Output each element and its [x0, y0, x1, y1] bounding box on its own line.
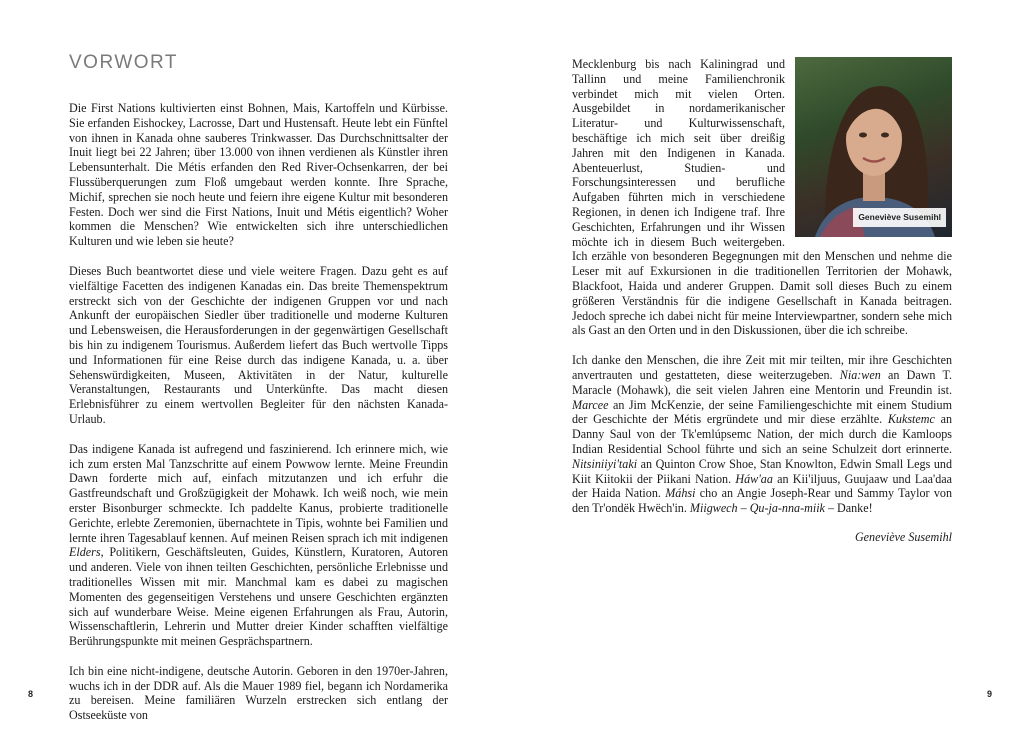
italic-term: Elders	[69, 545, 101, 560]
foreword-text	[69, 101, 448, 738]
italic-term: Nitsiniiyi'taki	[572, 456, 638, 471]
italic-term: Máhsi	[665, 486, 696, 501]
text-span: an Quinton Crow Shoe, Stan Knowlton, Edwin Small Legs und Kiit Kiitokii der Piikani Nation.	[572, 456, 952, 486]
text-span: an Kii'iljuus, Guujaaw und Laa'daa der Haida Nation.	[572, 471, 952, 501]
paragraph: Dieses Buch beantwortet diese und viele weitere Fragen. Dazu geht es auf vielfältige Facetten des indigenen Kanadas ein. Das breite Themenspektrum erstreckt sich von der Geschichte der indigenen Gruppen vor und nach Ankunft der europäischen Siedler über traditionelle und moderne Kulturen und Lebensweisen, die Herausforderungen in der gegenwärtigen Gesellschaft bis hin zu indigenem Tourismus. Außerdem liefert das Buch wertvolle Tipps und Informationen für eine Reise durch das indigene Kanada, u. a. über Sehenswürdigkeiten, Museen, Aktivitäten in der Natur, kulturelle Veranstaltungen, Restaurants und Unterkünfte. Das macht diesen Erlebnisführer zu einem wertvollen Begleiter für den nächsten Kanada-Urlaub.	[69, 263, 448, 426]
paragraph	[69, 442, 448, 649]
author-signature: Geneviève Susemihl	[854, 529, 952, 544]
italic-term: Kukstemc	[887, 412, 935, 427]
text-span: , Politikern, Geschäftsleuten, Guides, Künstlern, Kuratoren, Autoren und anderen. Viele von ihnen teilten Geschichten, persönliche Erlebnisse und traditionelles Wissen mit mir. Manchmal kam es dabei zu magischen Momenten des gegenseitigen Verstehens und unsere Geschichten ergänzten sich auf wunderbare Weise. Meine eigenen Erfahrungen als Frau, Autorin, Wissenschaftlerin, Lehrerin und Mutter dreier Kinder schafften vielfältige Berührungspunkte mit meinen Gesprächspartnern.	[69, 545, 448, 649]
page-heading: VORWORT	[69, 52, 179, 73]
text-span: – Danke!	[824, 501, 873, 516]
page-number: 8	[28, 689, 34, 699]
paragraph: Mecklenburg bis nach Kaliningrad und Tallinn und meine Familienchronik verbindet mich mit vielen Orten. Ausgebildet in nordamerikanischer Literatur- und Kulturwissenschaft, beschäftige ich mich seit über dreißig Jahren mit den Indigenen in Kanada. Abenteuerlust, Studien- und Forschungsinteressen und berufliche Aufgaben führten mich in verschiedene Regionen, in denen ich Indigene traf. Ihre Geschichten, Erfahrungen und ihr Wissen möchte ich in diesem Buch weitergeben. Ich erzähle von besonderen Begegnungen mit den Menschen und nehme die Leser mit auf Exkursionen in die traditionellen Territorien der Mohawk, Blackfoot, Haida und anderer Gruppen. Damit soll dieses Buch zu einem größeren Verständnis für die indigene Gesellschaft in Kanada beitragen. Jedoch spreche ich dabei nicht für meine Interviewpartner, sondern sehe mich als Gast an den Orten und in den Diskussionen, über die ich schreibe.	[572, 57, 952, 338]
paragraph: Die First Nations kultivierten einst Bohnen, Mais, Kartoffeln und Kürbisse. Sie erfanden Eishockey, Lacrosse, Dart und Hustensaft. Heute lebt ein Fünftel von ihnen in Kanada ohne sauberes Trinkwasser. Das Durchschnittsalter der Inuit liegt bei 22 Jahren; über 13.000 von ihnen verdienen als Künstler ihren Lebensunterhalt. Die Métis erfanden den Red River-Ochsenkarren, der bei Flussüberquerungen zum Floß umgebaut werden konnte. Ihre Sprache, Michif, sprechen sie noch heute und feiern ihre eigene Kultur mit besonderen Festen. Doch wer sind die First Nations, Inuit und Métis eigentlich? Woher kommen die Menschen? Wie entwickelten sich ihre unterschiedlichen Kulturen und wie leben sie heute?	[69, 101, 448, 249]
acknowledgements-paragraph	[572, 353, 952, 516]
right-page	[510, 0, 1020, 724]
page-number: 9	[987, 689, 993, 699]
author-photo	[795, 57, 952, 237]
text-span: Das indigene Kanada ist aufregend und faszinierend. Ich erinnere mich, wie ich zum ersten Mal Tanzschritte auf einem Powwow lernte. Meine Freundin Dawn forderte mich auf, einfach mitzutanzen und ich erfuhr die Gastfreundschaft und Großzügigkeit der Mohawk. Ich weiß noch, wie mein erster Bisonburger schmeckte. Ich paddelte Kanus, probierte traditionelle Gerichte, erlebte Zeremonien, übernachtete in Tipis, wohnte bei Familien und lernte ihren Tagesablauf kennen. Auf meinen Reisen sprach ich mit indigenen	[69, 441, 448, 545]
text-span: an Dawn T. Maracle (Mohawk), die seit vielen Jahren eine Mentorin und Freundin ist.	[572, 367, 952, 397]
photo-caption: Geneviève Susemihl	[853, 208, 946, 227]
text-span: Ich danke den Menschen, die ihre Zeit mit mir teilten, mir ihre Geschichten anvertrauten und gestatteten, diese weiterzugeben.	[572, 353, 952, 382]
text-span: cho an Angie Joseph-Rear und Sammy Taylor von den Tr'ondëk Hwëch'in.	[572, 486, 953, 516]
foreword-text-continued	[572, 57, 952, 545]
italic-term: Háw'aa	[735, 471, 773, 486]
left-page	[0, 0, 510, 724]
italic-term: Nia:wen	[839, 367, 881, 382]
text-span: an Danny Saul von der Tk'emlúpsemc Nation, der mich durch die Kamloops Indian Residential School führte und sich an seine Schulzeit dort erinnerte.	[572, 412, 952, 456]
italic-term: Marcee	[572, 397, 609, 412]
italic-term: Miigwech – Qu-ja-nna-miik	[689, 501, 825, 516]
paragraph: Ich bin eine nicht-indigene, deutsche Autorin. Geboren in den 1970er-Jahren, wuchs ich in der DDR auf. Als die Mauer 1989 fiel, begann ich Nordamerika zu bereisen. Meine familiären Wurzeln erstrecken sich entlang der Ostseeküste von	[69, 663, 448, 723]
text-span: an Jim McKenzie, der seine Familiengeschichte mit einem Studium der Geschichte der Métis ergründete und mir diese erzählte.	[572, 397, 952, 427]
